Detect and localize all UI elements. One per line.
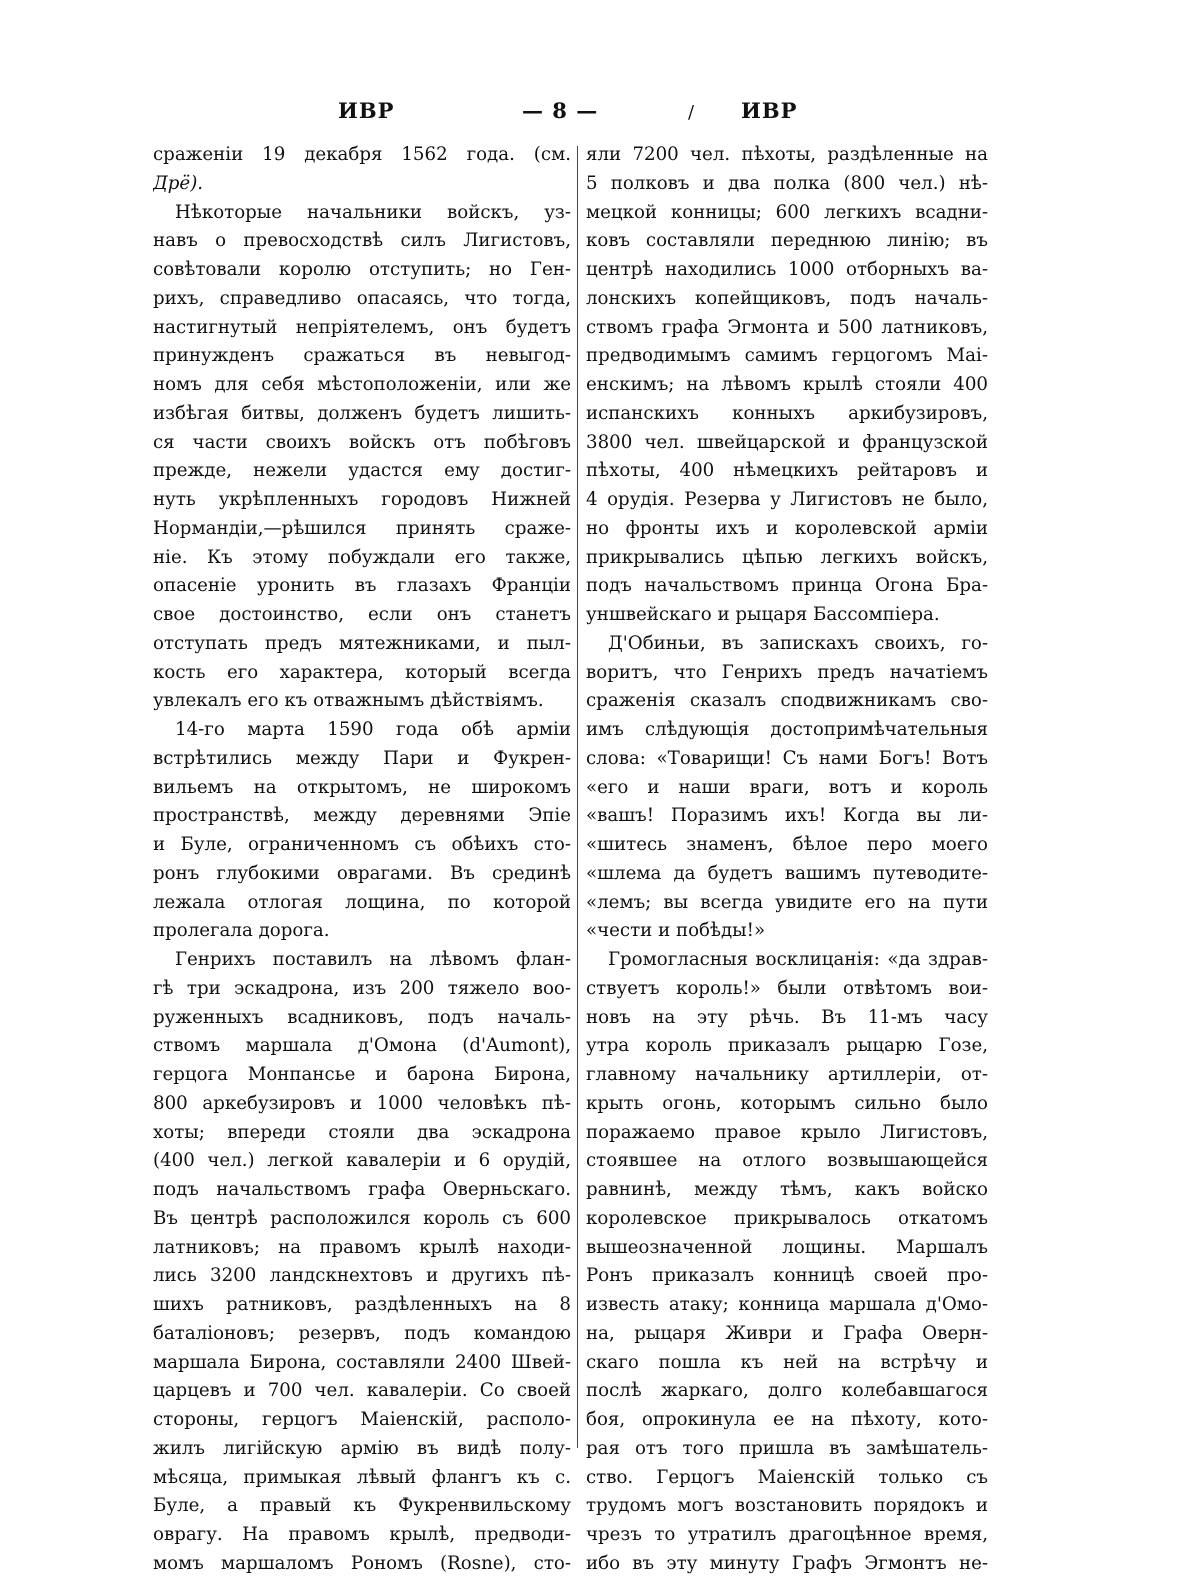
text-line: прикрывались цѣпью легкихъ войскъ, — [586, 546, 988, 568]
text-line: подъ начальствомъ принца Огона Бра- — [586, 575, 988, 597]
text-line: ствомъ графа Эгмонта и 500 латниковъ, — [586, 316, 988, 338]
text-line: «чести и побѣды!» — [586, 920, 766, 942]
text-line: ся части своихъ войскъ отъ побѣговъ — [153, 431, 571, 453]
text-line: нуть укрѣпленныхъ городовъ Нижней — [153, 489, 571, 510]
text-line: мецкой конницы; 600 легкихъ всадни- — [586, 201, 988, 223]
text-line: опасеніе уронить въ глазахъ Франціи — [153, 575, 571, 597]
page-number: — 8 — — [522, 98, 599, 123]
text-line: Буле, а правый къ Фукренвильскому — [153, 1495, 571, 1517]
text-line: 14-го марта 1590 года обѣ арміи — [175, 719, 571, 740]
text-line: поражаемо правое крыло Лигистовъ, — [586, 1121, 988, 1143]
text-line: хоты; впереди стояли два эскадрона — [153, 1121, 571, 1143]
text-line: лежала отлогая лощина, по которой — [153, 891, 571, 913]
text-line: сраженіи 19 декабря 1562 года. (см. — [153, 144, 571, 165]
text-line: ковъ составляли переднюю линію; въ — [586, 230, 988, 252]
text-line: крыть огонь, которымъ сильно было — [586, 1092, 988, 1114]
text-line: известь атаку; конница маршала д'Омо- — [586, 1294, 988, 1315]
text-line: стороны, герцогъ Маіенскій, располо- — [153, 1409, 571, 1430]
text-line: «лемъ; вы всегда увидите его на пути — [586, 891, 988, 913]
text-line: жилъ лигійскую армію въ видѣ полу- — [153, 1437, 571, 1459]
text-line: отступать предъ мятежниками, и пыл- — [153, 632, 571, 654]
text-line: утра король приказалъ рыцарю Гозе, — [586, 1035, 988, 1057]
text-line: пространствѣ, между деревнями Эпіе — [153, 805, 571, 827]
text-line: скаго пошла къ ней на встрѣчу и — [586, 1351, 988, 1373]
text-line: слова: «Товарищи! Съ нами Богъ! Вотъ — [586, 747, 988, 769]
text-line: настигнутый непріятелемъ, онъ будетъ — [153, 316, 571, 338]
text-line: 3800 чел. швейцарской и французской — [586, 431, 988, 453]
text-line: стоявшее на отлого возвышающейся — [586, 1150, 988, 1172]
text-line: послѣ жаркаго, долго колебавшагося — [586, 1380, 988, 1402]
text-line: избѣгая битвы, долженъ будетъ лишить- — [153, 402, 571, 424]
text-line: енскимъ; на лѣвомъ крылѣ стояли 400 — [586, 374, 988, 395]
text-line: «его и наши враги, вотъ и король — [586, 776, 988, 798]
text-line: чрезъ то утратилъ драгоцѣнное время, — [586, 1524, 988, 1545]
text-line: Д'Обиньи, въ запискахъ своихъ, го- — [608, 632, 988, 654]
text-line: 4 орудія. Резерва у Лигистовъ не было, — [586, 489, 988, 510]
text-line: Ронъ приказалъ конницѣ своей про- — [586, 1265, 988, 1287]
text-line: маршала Бирона, составляли 2400 Швей- — [153, 1351, 571, 1373]
text-line: латниковъ; на правомъ крылѣ находи- — [153, 1236, 571, 1258]
text-line: пѣхоты, 400 нѣмецкихъ рейтаровъ и — [586, 460, 988, 482]
text-line: свое достоинство, если онъ станетъ — [153, 604, 571, 625]
text-line: увлекалъ его къ отважнымъ дѣйствіямъ. — [153, 690, 544, 712]
text-line: кость его характера, который всегда — [153, 661, 571, 683]
text-line: оврагу. На правомъ крылѣ, предводи- — [153, 1524, 571, 1545]
text-line: на, рыцаря Живри и Графа Оверн- — [586, 1322, 988, 1344]
text-line: центрѣ находились 1000 отборныхъ ва- — [586, 259, 988, 280]
text-line: навъ о превосходствѣ силъ Лигистовъ, — [153, 230, 571, 252]
text-line: номъ для себя мѣстоположеніи, или же — [153, 374, 571, 395]
header-right-word: ИВР — [741, 98, 798, 123]
text-line: шихъ ратниковъ, раздѣленныхъ на 8 — [153, 1294, 571, 1315]
text-line: рихъ, справедливо опасаясь, что тогда, — [153, 287, 571, 309]
text-line: вышеозначенной лощины. Маршалъ — [586, 1236, 988, 1258]
text-line: (400 чел.) легкой кавалеріи и 6 орудій, — [153, 1150, 571, 1172]
column-divider — [577, 146, 578, 1448]
text-line: лонскихъ копейщиковъ, подъ началь- — [586, 287, 988, 309]
text-line: Нѣкоторые начальники войскъ, уз- — [175, 201, 571, 223]
text-line: рая отъ того пришла въ замѣшатель- — [586, 1437, 988, 1459]
text-line: вильемъ на открытомъ, не широкомъ — [153, 776, 571, 798]
text-line: прежде, нежели удастся ему достиг- — [153, 460, 571, 482]
text-line: ніе. Къ этому побуждали его также, — [153, 546, 571, 568]
text-line: руженныхъ всадниковъ, подъ началь- — [153, 1006, 571, 1028]
right-column — [586, 141, 988, 1579]
text-line: Въ центрѣ расположился король съ 600 — [153, 1207, 571, 1229]
running-header — [0, 98, 1191, 138]
text-line: ронъ глубокими оврагами. Въ срединѣ — [153, 862, 571, 884]
text-line: ибо въ эту минуту Графъ Эгмонтъ не- — [586, 1552, 988, 1574]
print-mark: / — [688, 102, 696, 123]
left-column — [153, 141, 571, 1579]
text-line: ствуетъ король!» были отвѣтомъ вои- — [586, 977, 988, 999]
text-line: Дрё). — [153, 172, 204, 194]
text-line: и Буле, ограниченномъ съ обѣихъ сто- — [153, 834, 571, 855]
text-line: уншвейскаго и рыцаря Бассомпіера. — [586, 604, 940, 625]
text-line: мѣсяца, примыкая лѣвый флангъ къ с. — [153, 1466, 571, 1488]
text-line: лись 3200 ландскнехтовъ и другихъ пѣ- — [153, 1265, 571, 1287]
text-line: «шлема да будетъ вашимъ путеводите- — [586, 862, 988, 884]
text-line: трудомъ могъ возстановить порядокъ и — [586, 1495, 988, 1517]
text-line: новъ на эту рѣчь. Въ 11-мъ часу — [586, 1006, 988, 1028]
text-line: равнинѣ, между тѣмъ, какъ войско — [586, 1179, 988, 1200]
text-line: баталіоновъ; резервъ, подъ командою — [153, 1322, 571, 1344]
text-line: пролегала дорога. — [153, 920, 330, 942]
text-line: «вашъ! Поразимъ ихъ! Когда вы ли- — [586, 805, 988, 827]
text-line: 800 аркебузировъ и 1000 человѣкъ пѣ- — [153, 1092, 571, 1114]
text-line: «шитесь знаменъ, бѣлое перо моего — [586, 834, 988, 855]
text-line: совѣтовали королю отступить; но Ген- — [153, 259, 571, 280]
text-line: гѣ три эскадрона, изъ 200 тяжело воо- — [153, 977, 571, 999]
text-line: Генрихъ поставилъ на лѣвомъ флан- — [175, 949, 571, 970]
text-line: сраженія сказалъ сподвижникамъ сво- — [586, 690, 988, 712]
text-line: предводимымъ самимъ герцогомъ Маі- — [586, 345, 988, 367]
text-line: момъ маршаломъ Рономъ (Rosne), сто- — [153, 1552, 571, 1574]
text-line: герцога Монпансье и барона Бирона, — [153, 1064, 571, 1085]
text-line: встрѣтились между Пари и Фукрен- — [153, 747, 571, 769]
text-line: испанскихъ конныхъ аркибузировъ, — [586, 402, 988, 424]
text-line: принужденъ сражаться въ невыгод- — [153, 345, 571, 367]
text-line: но фронты ихъ и королевской арміи — [586, 517, 988, 539]
text-line: главному начальнику артиллеріи, от- — [586, 1064, 988, 1085]
text-line: боя, опрокинула ее на пѣхоту, кото- — [586, 1409, 988, 1430]
text-line: королевское прикрывалось откатомъ — [586, 1207, 988, 1229]
text-line: воритъ, что Генрихъ предъ начатіемъ — [586, 661, 988, 683]
text-line: имъ слѣдующія достопримѣчательныя — [586, 719, 988, 740]
header-left-word: ИВР — [338, 98, 395, 123]
text-line: подъ начальствомъ графа Оверньскаго. — [153, 1179, 571, 1200]
text-line: Громогласныя восклицанія: «да здрав- — [608, 949, 988, 970]
text-line: 5 полковъ и два полка (800 чел.) нѣ- — [586, 172, 988, 194]
text-line: ство. Герцогъ Маіенскій только съ — [586, 1466, 988, 1488]
text-line: ствомъ маршала д'Омона (d'Aumont), — [153, 1035, 571, 1057]
text-line: Нормандіи,—рѣшился принять сраже- — [153, 517, 571, 539]
text-line: яли 7200 чел. пѣхоты, раздѣленные на — [586, 144, 988, 165]
text-line: царцевъ и 700 чел. кавалеріи. Со своей — [153, 1380, 571, 1402]
